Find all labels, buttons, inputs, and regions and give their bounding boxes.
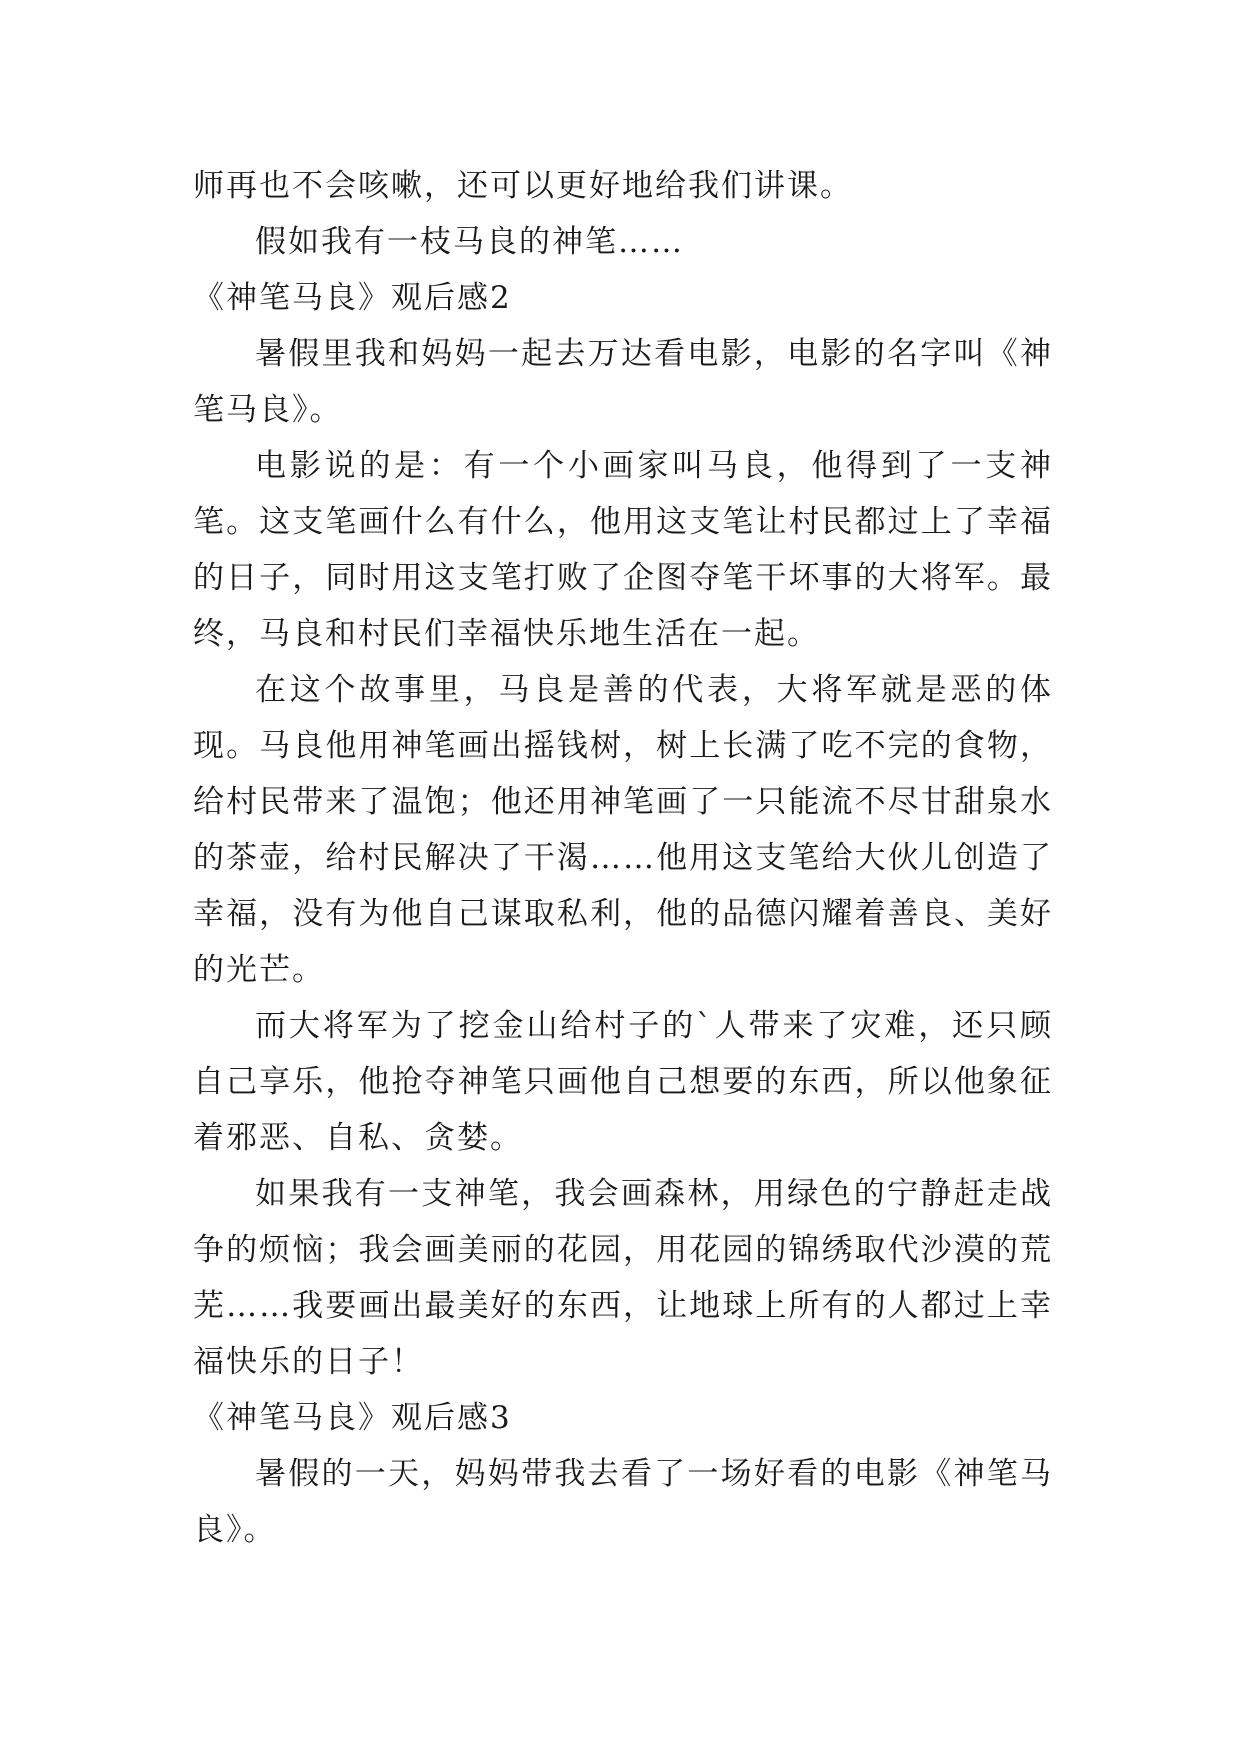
paragraph: 假如我有一枝马良的神笔…… [255, 224, 684, 260]
paragraph: 如果我有一支神笔，我会画森林，用绿色的宁静赶走战争的烦恼；我会画美丽的花园，用花园的锦绣取代沙漠的荒芜……我要画出最美好的东西，让地球上所有的人都过上幸福快乐的日子！ [193, 1176, 1053, 1380]
paragraph: 而大将军为了挖金山给村子的`人带来了灾难，还只顾自己享乐，他抢夺神笔只画他自己想要的东西，所以他象征着邪恶、自私、贪婪。 [193, 1008, 1053, 1156]
paragraph: 暑假里我和妈妈一起去万达看电影，电影的名字叫《神笔马良》。 [193, 336, 1053, 428]
paragraph: 暑假的一天，妈妈带我去看了一场好看的电影《神笔马良》。 [193, 1456, 1053, 1548]
section-heading-3: 《神笔马良》观后感3 [193, 1400, 512, 1436]
paragraph: 电影说的是：有一个小画家叫马良，他得到了一支神笔。这支笔画什么有什么，他用这支笔让村民都过上了幸福的日子，同时用这支笔打败了企图夺笔干坏事的大将军。最终，马良和村民们幸福快乐地生活在一起。 [193, 448, 1053, 652]
document-body [193, 158, 1053, 1558]
section-heading-2: 《神笔马良》观后感2 [193, 280, 512, 316]
paragraph: 在这个故事里，马良是善的代表，大将军就是恶的体现。马良他用神笔画出摇钱树，树上长满了吃不完的食物，给村民带来了温饱；他还用神笔画了一只能流不尽甘甜泉水的茶壶，给村民解决了干渴……他用这支笔给大伙儿创造了幸福，没有为他自己谋取私利，他的品德闪耀着善良、美好的光芒。 [193, 672, 1053, 988]
paragraph-continuation: 师再也不会咳嗽，还可以更好地给我们讲课。 [193, 168, 853, 204]
